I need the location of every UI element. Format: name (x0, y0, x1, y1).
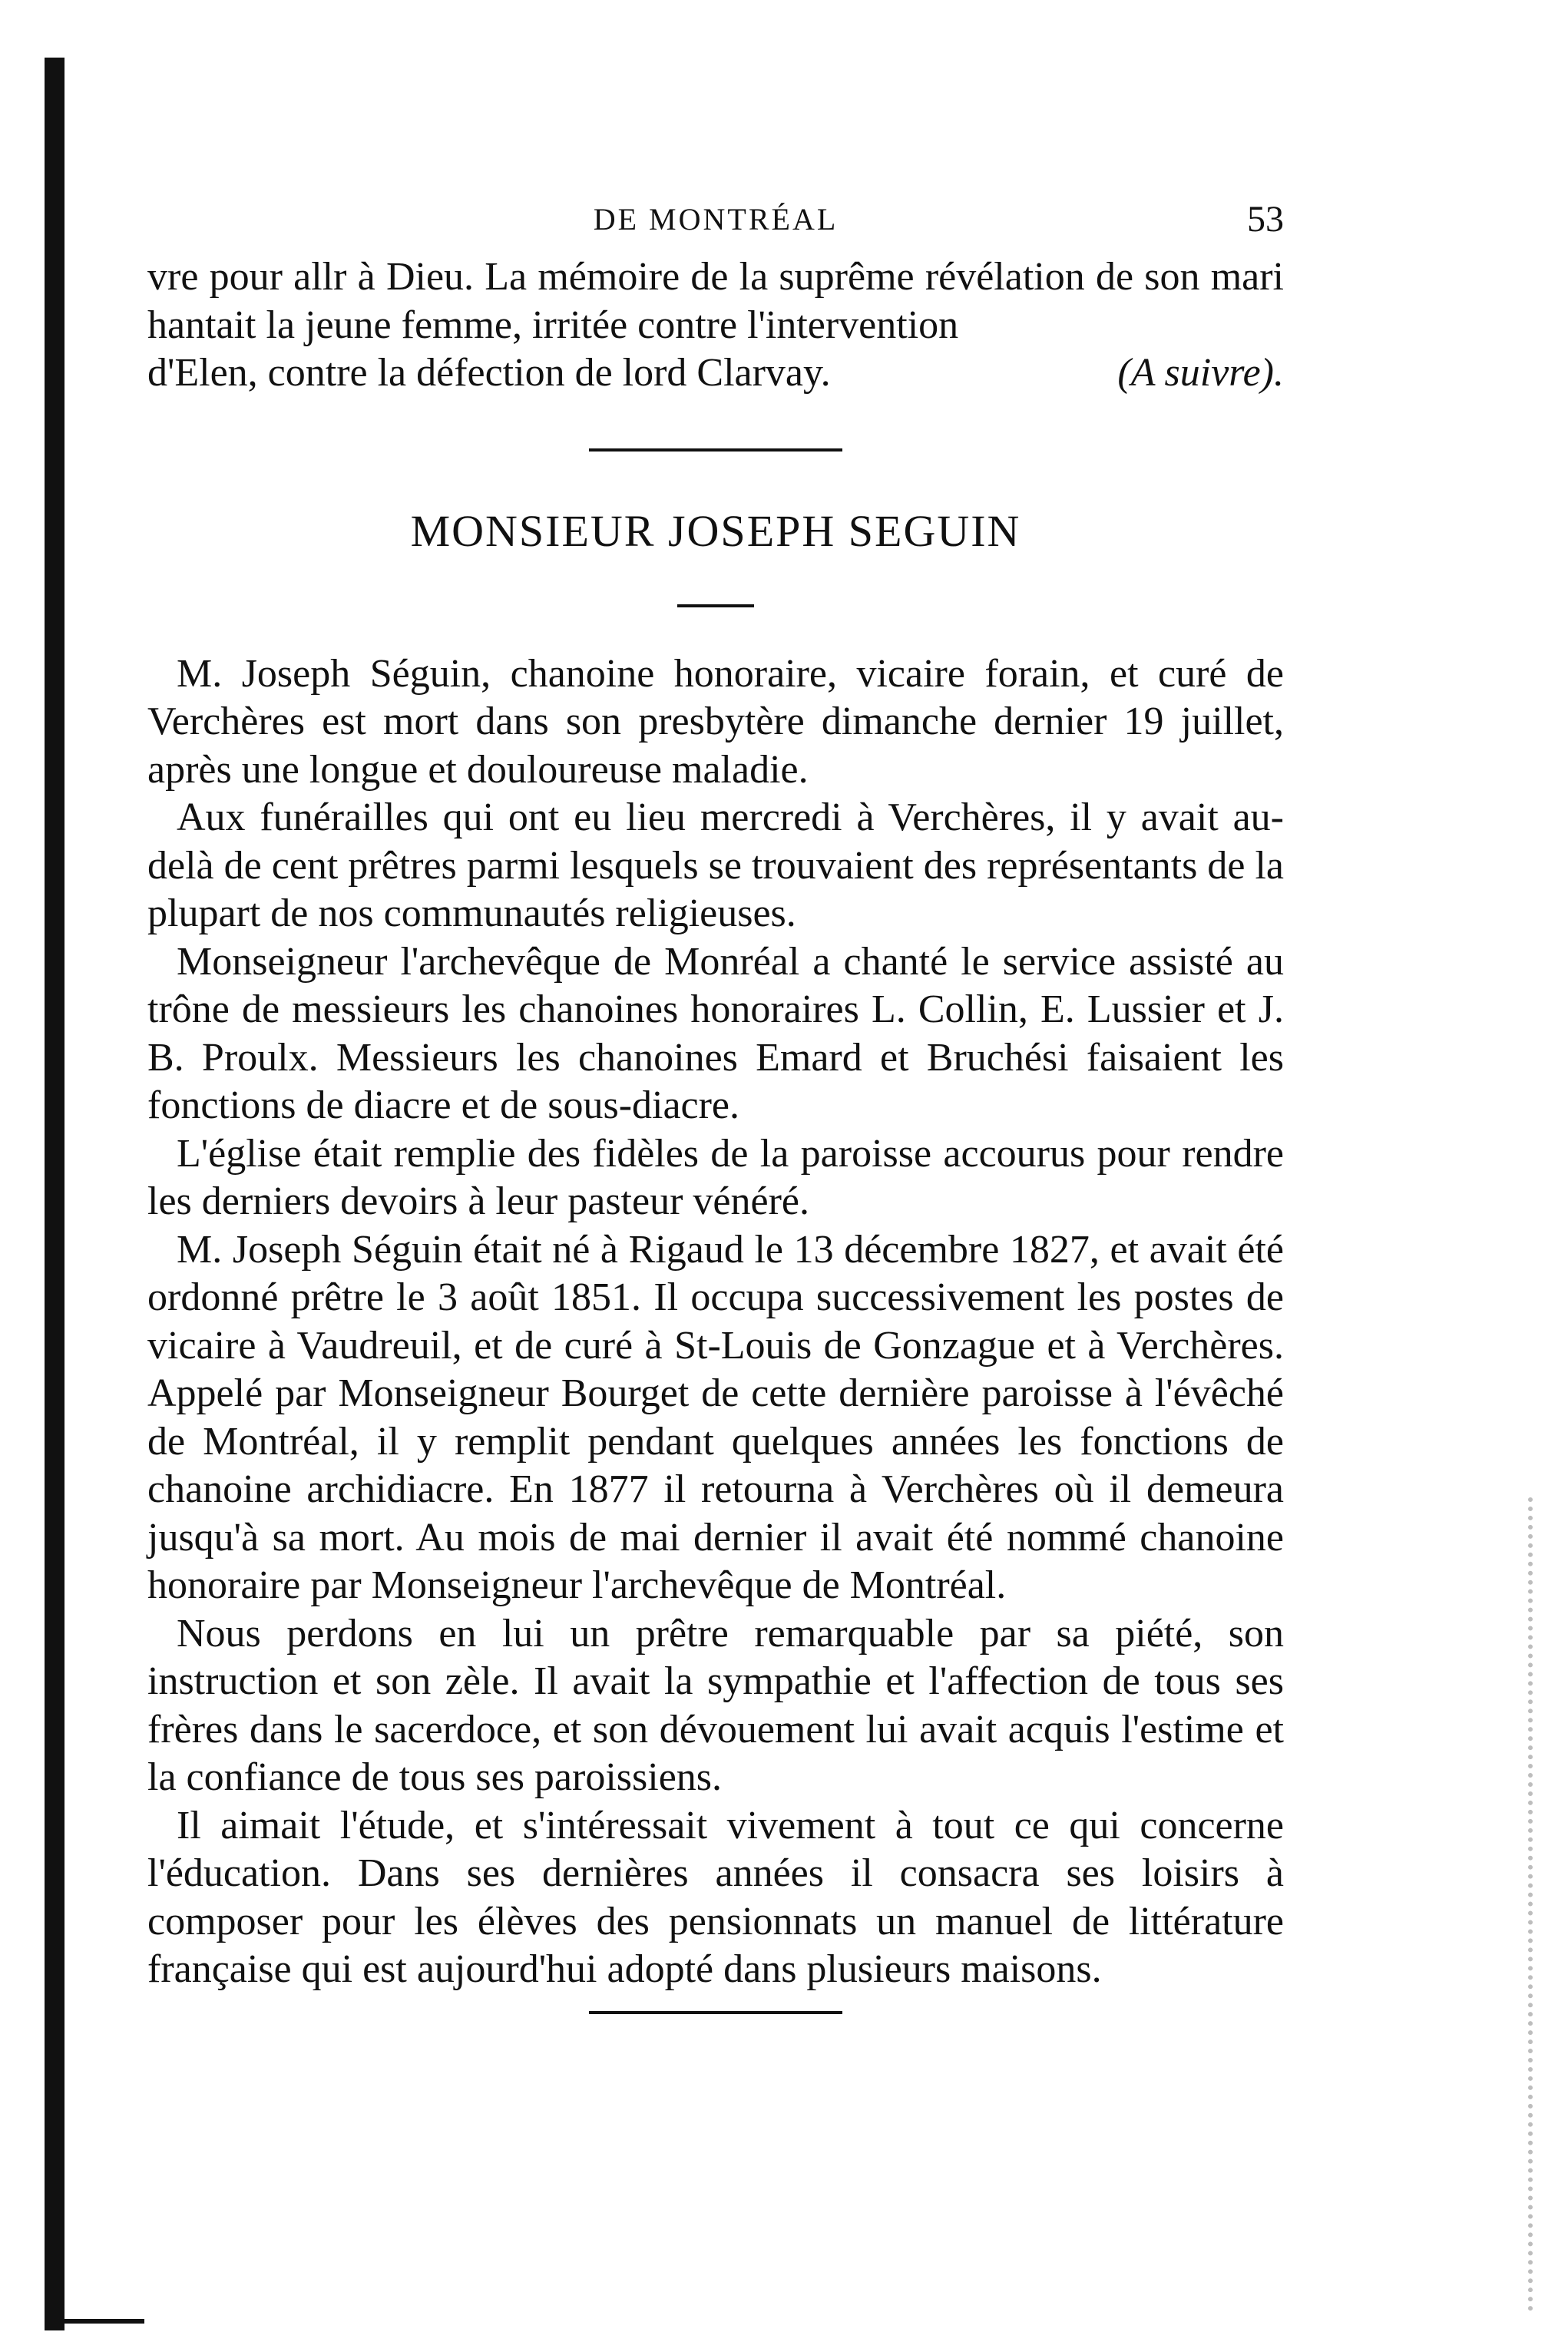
article-paragraph: Aux funérailles qui ont eu lieu mercredi à Verchères, il y avait au-delà de cent prêtres parmi lesquels se trouvaient des représentants de la plupart de nos communautés religieuses. (147, 796, 1284, 935)
previous-article-text: vre pour allr à Dieu. La mémoire de la suprême révélation de son mari hantait la jeune femme, irritée contre l'intervention (147, 255, 1284, 347)
previous-article-last-line (147, 349, 1284, 398)
article-paragraph: L'église était remplie des fidèles de la paroisse accourus pour rendre les derniers devoirs à leur pasteur vénéré. (147, 1131, 1284, 1223)
to-be-continued-note: (A suivre). (1117, 351, 1284, 395)
article-paragraph: M. Joseph Séguin était né à Rigaud le 13 décembre 1827, et avait été ordonné prêtre le 3 août 1851. Il occupa successivement les postes de vicaire à Vaudreuil, et de curé à St-Louis de Gonzague et à Verchères. Appelé par Monseigneur Bourget de cette dernière paroisse à l'évêché de Montréal, il y remplit pendant quelques années les fonctions de chanoine archidiacre. En 1877 il retourna à Verchères où il demeura jusqu'à sa mort. Au mois de mai dernier il avait été nommé chanoine honoraire par Monseigneur l'archevêque de Montréal. (147, 1227, 1284, 1607)
article-paragraph: Monseigneur l'archevêque de Monréal a chanté le service assisté au trône de messieurs les chanoines honoraires L. Collin, E. Lussier et J. B. Proulx. Messieurs les chanoines Emard et Bruchési faisaient les fonctions de diacre et de sous-diacre. (147, 939, 1284, 1127)
scan-binding-edge (45, 58, 65, 2330)
running-head (147, 184, 1284, 253)
article-paragraph: M. Joseph Séguin, chanoine honoraire, vicaire forain, et curé de Verchères est mort dans son presbytère dimanche dernier 19 juillet, après une longue et douloureuse maladie. (147, 651, 1284, 792)
article-paragraph: Il aimait l'étude, et s'intéressait vivement à tout ce qui concerne l'éducation. Dans ses dernières années il consacra ses loisirs à composer pour les élèves des pensionnats un manuel de littérature française qui est aujourd'hui adopté dans plusieurs maisons. (147, 1803, 1284, 1991)
article-paragraph: Nous perdons en lui un prêtre remarquable par sa piété, son instruction et son zèle. Il avait la sympathie et l'affection de tous ses frères dans le sacerdoce, et son dévouement lui avait acquis l'estime et la confiance de tous ses paroissiens. (147, 1611, 1284, 1799)
page-number: 53 (1247, 199, 1284, 240)
book-page (147, 184, 1284, 2014)
section-divider-rule (589, 448, 842, 452)
title-underline-rule (677, 604, 754, 607)
scan-right-margin-specks (1528, 1497, 1563, 2311)
running-head-title: DE MONTRÉAL (593, 202, 839, 237)
scan-binding-edge-base (45, 2319, 144, 2324)
previous-article-final-text: d'Elen, contre la défection de lord Clarvay. (147, 351, 831, 395)
end-divider-rule (589, 2011, 842, 2014)
article-title: MONSIEUR JOSEPH SEGUIN (410, 505, 1021, 556)
